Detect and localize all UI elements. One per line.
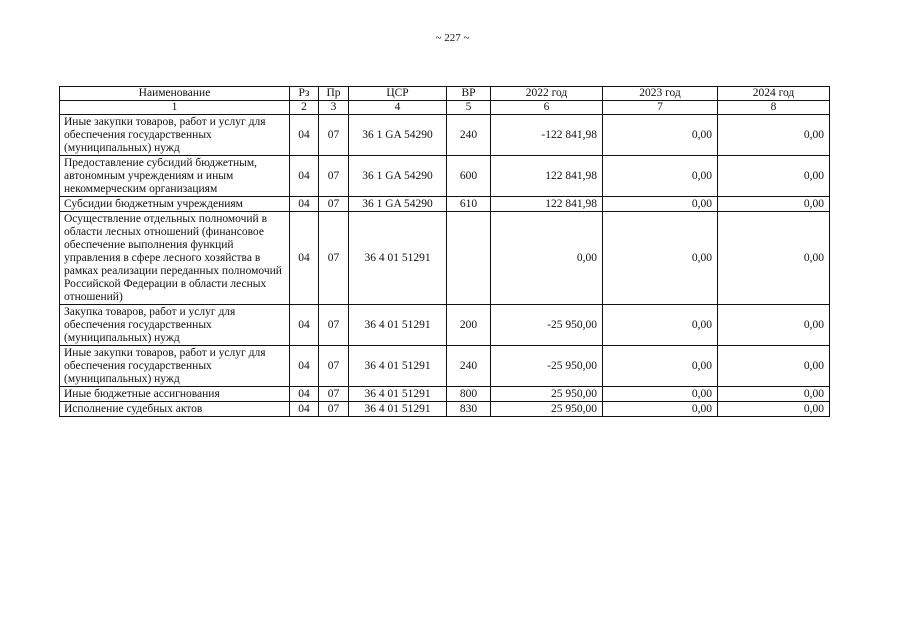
row-2024: 0,00 [718, 387, 830, 402]
row-2024: 0,00 [718, 212, 830, 305]
row-rz: 04 [290, 346, 319, 387]
row-2023: 0,00 [603, 402, 718, 417]
header-name: Наименование [60, 87, 290, 101]
row-name: Исполнение судебных актов [60, 402, 290, 417]
header-rz: Рз [290, 87, 319, 101]
column-number: 5 [447, 101, 491, 115]
table-row [60, 402, 830, 417]
header-csr: ЦСР [349, 87, 447, 101]
column-number: 6 [491, 101, 603, 115]
column-number: 4 [349, 101, 447, 115]
row-pr: 07 [319, 402, 349, 417]
column-number: 2 [290, 101, 319, 115]
row-name: Осуществление отдельных полномочий в области лесных отношений (финансовое обеспечение выполнения функций управления в сфере лесного хозяйства в рамках реализации переданных полномочий Российской Федерации в области лесных отношений) [60, 212, 290, 305]
row-2024: 0,00 [718, 156, 830, 197]
row-vr [447, 212, 491, 305]
row-name: Иные закупки товаров, работ и услуг для обеспечения государственных (муниципальных) нужд [60, 115, 290, 156]
column-number: 7 [603, 101, 718, 115]
row-rz: 04 [290, 387, 319, 402]
row-2023: 0,00 [603, 346, 718, 387]
row-2024: 0,00 [718, 305, 830, 346]
row-rz: 04 [290, 402, 319, 417]
header-2023: 2023 год [603, 87, 718, 101]
table-row [60, 115, 830, 156]
row-2024: 0,00 [718, 346, 830, 387]
table-row [60, 212, 830, 305]
row-name: Субсидии бюджетным учреждениям [60, 197, 290, 212]
budget-table [59, 86, 830, 417]
header-vr: ВР [447, 87, 491, 101]
row-name: Иные бюджетные ассигнования [60, 387, 290, 402]
row-2022: 122 841,98 [491, 197, 603, 212]
row-csr: 36 1 GA 54290 [349, 197, 447, 212]
row-2022: 25 950,00 [491, 402, 603, 417]
row-2023: 0,00 [603, 156, 718, 197]
row-csr: 36 1 GA 54290 [349, 156, 447, 197]
row-2022: 25 950,00 [491, 387, 603, 402]
row-2022: 0,00 [491, 212, 603, 305]
row-vr: 830 [447, 402, 491, 417]
row-pr: 07 [319, 305, 349, 346]
row-vr: 240 [447, 115, 491, 156]
row-2023: 0,00 [603, 212, 718, 305]
row-csr: 36 4 01 51291 [349, 346, 447, 387]
column-number: 1 [60, 101, 290, 115]
row-name: Закупка товаров, работ и услуг для обеспечения государственных (муниципальных) нужд [60, 305, 290, 346]
header-row [60, 87, 830, 101]
row-name: Предоставление субсидий бюджетным, автономным учреждениям и иным некоммерческим организациям [60, 156, 290, 197]
row-2022: -122 841,98 [491, 115, 603, 156]
row-pr: 07 [319, 115, 349, 156]
row-rz: 04 [290, 212, 319, 305]
row-vr: 240 [447, 346, 491, 387]
row-2023: 0,00 [603, 197, 718, 212]
row-csr: 36 4 01 51291 [349, 305, 447, 346]
row-vr: 800 [447, 387, 491, 402]
row-2023: 0,00 [603, 387, 718, 402]
table-row [60, 346, 830, 387]
page-number: ~ 227 ~ [435, 32, 470, 44]
row-2022: 122 841,98 [491, 156, 603, 197]
header-2022: 2022 год [491, 87, 603, 101]
row-pr: 07 [319, 387, 349, 402]
column-number-row [60, 101, 830, 115]
row-csr: 36 4 01 51291 [349, 387, 447, 402]
table-row [60, 156, 830, 197]
row-csr: 36 4 01 51291 [349, 402, 447, 417]
row-pr: 07 [319, 212, 349, 305]
row-pr: 07 [319, 156, 349, 197]
row-vr: 200 [447, 305, 491, 346]
column-number: 8 [718, 101, 830, 115]
table-row [60, 197, 830, 212]
column-number: 3 [319, 101, 349, 115]
row-2023: 0,00 [603, 115, 718, 156]
row-2024: 0,00 [718, 115, 830, 156]
row-rz: 04 [290, 305, 319, 346]
row-csr: 36 4 01 51291 [349, 212, 447, 305]
row-pr: 07 [319, 346, 349, 387]
row-rz: 04 [290, 156, 319, 197]
row-vr: 610 [447, 197, 491, 212]
row-rz: 04 [290, 115, 319, 156]
row-2022: -25 950,00 [491, 346, 603, 387]
row-rz: 04 [290, 197, 319, 212]
row-name: Иные закупки товаров, работ и услуг для обеспечения государственных (муниципальных) нужд [60, 346, 290, 387]
row-2023: 0,00 [603, 305, 718, 346]
header-2024: 2024 год [718, 87, 830, 101]
row-2022: -25 950,00 [491, 305, 603, 346]
row-2024: 0,00 [718, 197, 830, 212]
row-vr: 600 [447, 156, 491, 197]
row-2024: 0,00 [718, 402, 830, 417]
table-row [60, 305, 830, 346]
row-csr: 36 1 GA 54290 [349, 115, 447, 156]
header-pr: Пр [319, 87, 349, 101]
table-row [60, 387, 830, 402]
row-pr: 07 [319, 197, 349, 212]
